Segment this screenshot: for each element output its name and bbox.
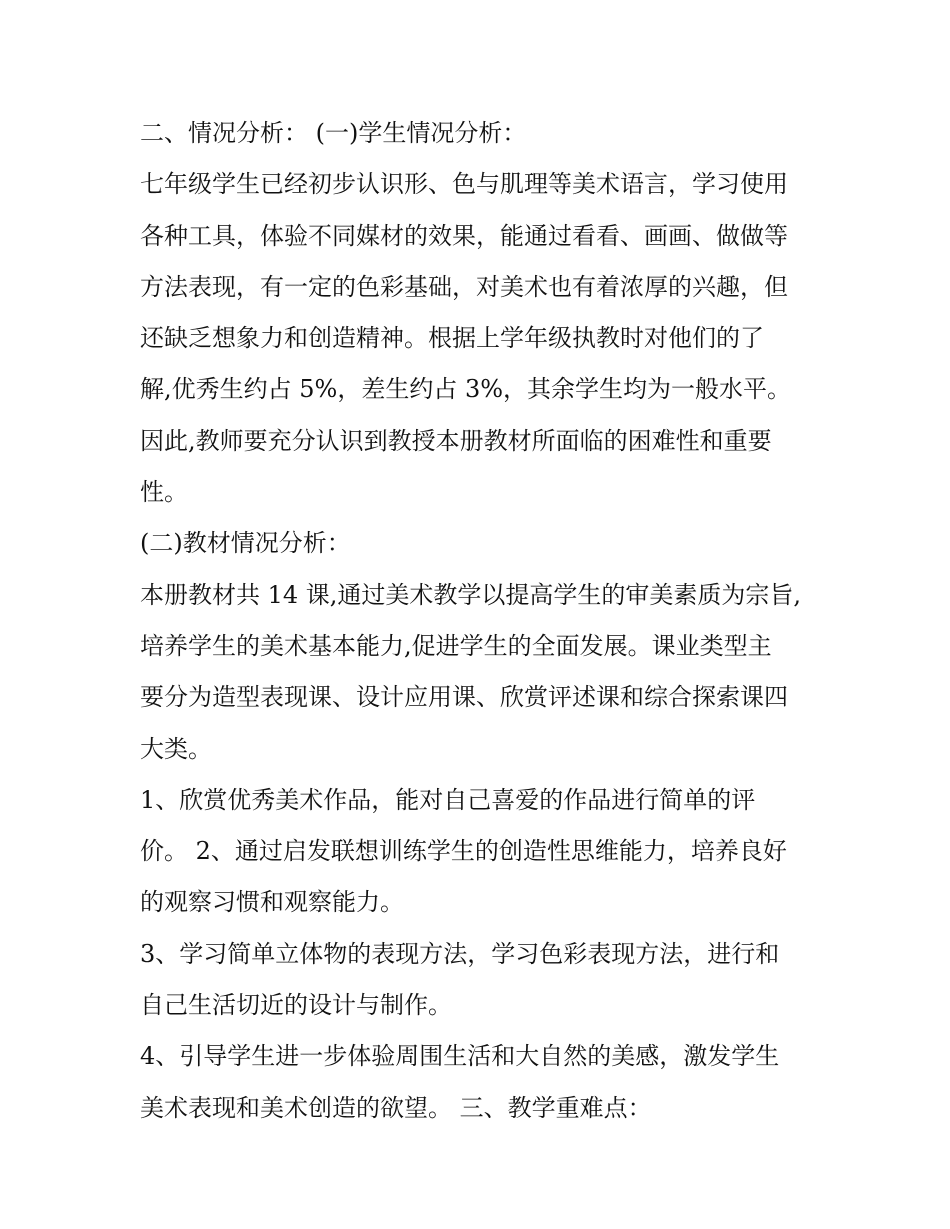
text-line: 本册教材共 14 课,通过美术教学以提高学生的审美素质为宗旨,: [140, 580, 802, 609]
text-line: 方法表现，有一定的色彩基础，对美术也有着浓厚的兴趣，但: [140, 272, 788, 301]
text-line: 解,优秀生约占 5%，差生约占 3%，其余学生均为一般水平。: [140, 375, 792, 404]
text-line: 培养学生的美术基本能力,促进学生的全面发展。课业类型主: [140, 631, 772, 660]
text-line: 性。: [140, 478, 188, 507]
text-line: 二、情况分析： (一)学生情况分析：: [140, 119, 527, 147]
text-line: 还缺乏想象力和创造精神。根据上学年级执教时对他们的了: [140, 324, 764, 353]
text-line: 美术表现和美术创造的欲望。 三、教学重难点：: [140, 1093, 652, 1122]
text-line: 各种工具，体验不同媒材的效果，能通过看看、画画、做做等: [140, 221, 788, 250]
body-text: [140, 108, 830, 1134]
text-line: 4、引导学生进一步体验周围生活和大自然的美感，激发学生: [140, 1042, 780, 1071]
text-line: 自己生活切近的设计与制作。: [140, 991, 452, 1020]
text-line: (二)教材情况分析：: [140, 529, 351, 558]
text-line: 1、欣赏优秀美术作品，能对自己喜爱的作品进行简单的评: [140, 785, 756, 814]
text-line: 价。 2、通过启发联想训练学生的创造性思维能力，培养良好: [140, 837, 787, 866]
text-line: 3、学习简单立体物的表现方法，学习色彩表现方法，进行和: [140, 939, 780, 968]
text-line: 大类。: [140, 734, 212, 763]
text-line: 七年级学生已经初步认识形、色与肌理等美术语言，学习使用: [140, 170, 788, 199]
text-line: 要分为造型表现课、设计应用课、欣赏评述课和综合探索课四: [140, 683, 788, 712]
text-line: 因此,教师要充分认识到教授本册教材所面临的困难性和重要: [140, 426, 772, 455]
text-line: 的观察习惯和观察能力。: [140, 888, 404, 917]
